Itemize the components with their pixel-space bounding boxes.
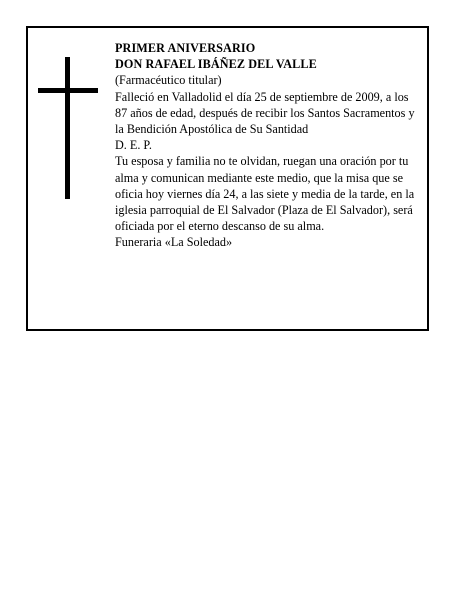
notice-text: [115, 40, 421, 251]
mass-announcement: Tu esposa y familia no te olvidan, ruegan una oración por tu alma y comunican mediante este medio, que la misa que se oficia hoy viernes día 24, a las siete y media de la tarde, en la iglesia parroquial de El Salvador (Plaza de El Salvador), será oficiada por el eterno descanso de su alma.: [115, 154, 415, 234]
rest-in-peace: D. E. P.: [115, 138, 152, 153]
deceased-profession: (Farmacéutico titular): [115, 73, 222, 88]
cross-vertical-bar: [65, 57, 70, 199]
deceased-name: DON RAFAEL IBÁÑEZ DEL VALLE: [115, 57, 317, 72]
cross-horizontal-bar: [38, 88, 98, 93]
death-details: Falleció en Valladolid el día 25 de septiembre de 2009, a los 87 años de edad, después de recibir los Santos Sacramentos y la Bendición Apostólica de Su Santidad: [115, 89, 415, 137]
cross-icon: [38, 57, 98, 199]
obituary-notice: [26, 26, 429, 331]
funeral-home: Funeraria «La Soledad»: [115, 235, 233, 250]
notice-title: PRIMER ANIVERSARIO: [115, 41, 256, 55]
